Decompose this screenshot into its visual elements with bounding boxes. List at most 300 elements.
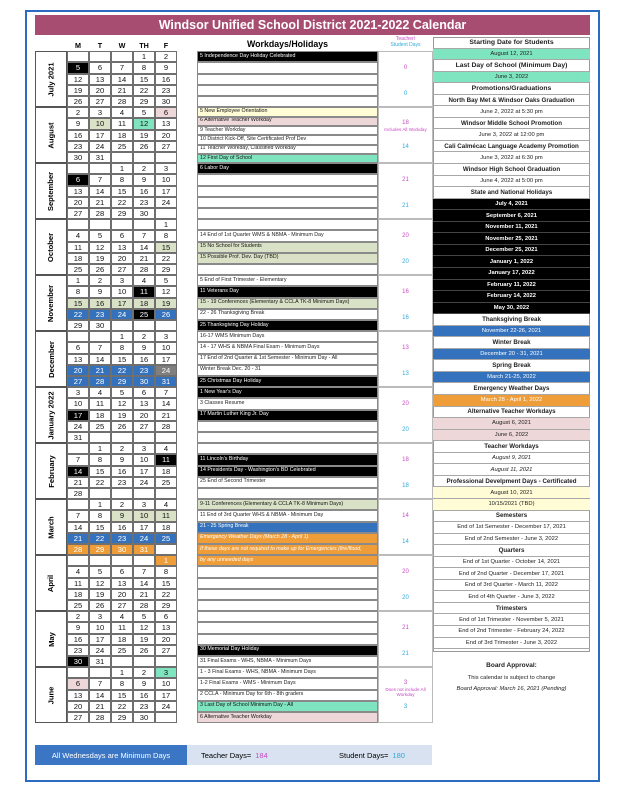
day-cell: 20 [111, 253, 133, 264]
day-cell: 8 [155, 230, 177, 241]
counts-header-teacher: Teacher/ [395, 36, 416, 42]
day-cell: 21 [111, 85, 133, 96]
day-cell [111, 152, 133, 163]
panel-row: August 6, 2021 [433, 418, 590, 430]
month-name: November [46, 284, 56, 322]
day-cell: 9 [133, 678, 155, 689]
day-cell: 11 [133, 286, 155, 297]
event-row [197, 634, 378, 645]
day-cell: 17 [133, 522, 155, 533]
day-cell: 1 [111, 163, 133, 174]
event-row [197, 566, 378, 577]
event-row: 11 Veterans Day [197, 286, 378, 297]
day-cell: 29 [155, 264, 177, 275]
month-name: January 2022 [46, 391, 56, 440]
day-cell: 17 [133, 466, 155, 477]
panel-row: June 3, 2022 at 6:30 pm [433, 153, 590, 165]
event-row: 16-17 WMS Minimum Days [197, 331, 378, 342]
day-cell: 16 [111, 522, 133, 533]
event-row: 2 CCLA - Minimum Day for 6th - 8th graders [197, 690, 378, 701]
day-cell: 27 [155, 141, 177, 152]
day-cell: 27 [89, 96, 111, 107]
day-cell: 31 [89, 656, 111, 667]
teacher-days: 20 [402, 569, 409, 576]
event-row: If these days are not required to make up for Emergencies (fire/flood, [197, 544, 378, 555]
calendar-frame [25, 10, 600, 782]
event-row: 12 First Day of School [197, 154, 378, 163]
day-cell: 23 [155, 85, 177, 96]
day-cell: 6 [67, 342, 89, 353]
day-cell: 20 [111, 589, 133, 600]
day-cell: 7 [133, 230, 155, 241]
day-cell: 24 [133, 533, 155, 544]
day-cell: 1 [89, 443, 111, 454]
panel-row: End of 4th Quarter - June 3, 2022 [433, 591, 590, 603]
day-cell: 14 [133, 242, 155, 253]
day-cell: 22 [133, 85, 155, 96]
day-cell: 25 [67, 264, 89, 275]
month-name: June [46, 686, 56, 705]
panel-row: Windsor High School Graduation [433, 164, 590, 176]
board-approval-line1: This calendar is subject to change [467, 674, 556, 681]
event-row [197, 197, 378, 208]
panel-row: July 4, 2021 [433, 199, 590, 211]
month-label [35, 107, 67, 163]
event-row: Emergency Weather Days (March 28 - April 1) [197, 533, 378, 544]
event-row: 6 Alternative Teacher Workday [197, 117, 378, 126]
day-cell: 18 [111, 634, 133, 645]
panel-row: End of 3rd Quarter - March 11, 2022 [433, 580, 590, 592]
day-cell: 19 [155, 298, 177, 309]
month-name: December [46, 340, 56, 378]
day-cell: 25 [111, 645, 133, 656]
month-label [35, 667, 67, 723]
day-cell: 25 [111, 141, 133, 152]
day-cell: 13 [155, 118, 177, 129]
panel-row: Spring Break [433, 360, 590, 372]
day-cell: 14 [111, 74, 133, 85]
month-label [35, 219, 67, 275]
day-cell: 31 [89, 152, 111, 163]
day-cell: 5 [133, 611, 155, 622]
event-row: 21 - 25 Spring Break [197, 522, 378, 533]
day-cell: 14 [89, 354, 111, 365]
event-row: 5 End of First Trimester - Elementary [197, 275, 378, 286]
day-cell: 29 [155, 600, 177, 611]
event-row: 1 - 3 Final Exams - WHS, NBMA - Minimum Days [197, 667, 378, 678]
teacher-days: 18 [402, 120, 409, 126]
month-label [35, 555, 67, 611]
day-cell: 2 [111, 443, 133, 454]
panel-row: August 12, 2021 [433, 49, 590, 61]
event-row [197, 208, 378, 219]
month-name: March [46, 516, 56, 539]
day-cell: 27 [67, 208, 89, 219]
month-name: April [46, 574, 56, 592]
day-cell: 17 [89, 130, 111, 141]
day-cell: 6 [111, 566, 133, 577]
day-cell: 20 [89, 85, 111, 96]
day-cell: 22 [155, 589, 177, 600]
event-row: 1 New Year's Day [197, 387, 378, 398]
month-name: May [46, 631, 56, 647]
day-cell: 26 [111, 421, 133, 432]
day-cell: 7 [155, 387, 177, 398]
teacher-days-total [187, 745, 307, 765]
day-cell: 10 [155, 342, 177, 353]
day-cell: 19 [111, 410, 133, 421]
day-cell: 30 [133, 208, 155, 219]
day-cell: 2 [89, 275, 111, 286]
day-cell: 10 [89, 622, 111, 633]
day-cell: 2 [67, 107, 89, 118]
day-cell: 4 [133, 275, 155, 286]
day-header: M [75, 41, 81, 50]
day-cell: 2 [133, 331, 155, 342]
day-cell: 20 [155, 634, 177, 645]
day-cell: 18 [89, 410, 111, 421]
month-label [35, 163, 67, 219]
teacher-days: Includes All Workday [384, 127, 427, 133]
day-cell: 10 [155, 174, 177, 185]
event-row: 31 Final Exams - WHS, NBMA - Minimum Days [197, 656, 378, 667]
day-cell: 9 [133, 342, 155, 353]
day-cell: 4 [67, 230, 89, 241]
day-cell: 8 [67, 286, 89, 297]
event-row [197, 74, 378, 85]
day-cell: 27 [67, 712, 89, 723]
day-cell: 13 [133, 398, 155, 409]
panel-row: September 6, 2021 [433, 210, 590, 222]
day-cell: 14 [89, 690, 111, 701]
day-cell: 22 [89, 477, 111, 488]
day-cell: 9 [133, 174, 155, 185]
day-cell: 30 [67, 152, 89, 163]
event-row: 15 - 19 Conferences (Elementary & CCLA TK-8 Minimum Days) [197, 298, 378, 309]
teacher-days: 0 [403, 65, 408, 72]
day-cell: 30 [133, 712, 155, 723]
panel-row: February 11, 2022 [433, 280, 590, 292]
day-cell [133, 219, 155, 230]
month-label [35, 275, 67, 331]
day-cell [133, 555, 155, 566]
panel-row: November 11, 2021 [433, 222, 590, 234]
day-cell [155, 320, 177, 331]
event-row [197, 578, 378, 589]
day-cell: 14 [67, 466, 89, 477]
teacher-days: 18 [402, 457, 409, 464]
day-cell: 23 [111, 533, 133, 544]
day-cell [67, 331, 89, 342]
day-cell: 6 [111, 230, 133, 241]
day-cell [133, 488, 155, 499]
day-cell: 23 [67, 645, 89, 656]
panel-row: November 22-26, 2021 [433, 326, 590, 338]
teacher-days: 21 [402, 625, 409, 632]
panel-row: June 6, 2022 [433, 430, 590, 442]
event-row [197, 432, 378, 443]
student-days: 13 [402, 370, 409, 377]
day-cell: 26 [89, 600, 111, 611]
day-cell: 14 [67, 522, 89, 533]
day-cell: 13 [67, 690, 89, 701]
event-row: 15 Possible Prof. Dev. Day (TBD) [197, 253, 378, 264]
day-cell: 24 [155, 197, 177, 208]
panel-row: June 2, 2022 at 5:30 pm [433, 106, 590, 118]
student-days: 0 [403, 90, 408, 97]
day-cell: 11 [155, 454, 177, 465]
day-cell [133, 656, 155, 667]
day-cell: 29 [111, 712, 133, 723]
day-cell: 3 [155, 331, 177, 342]
day-cell: 11 [67, 242, 89, 253]
day-cell: 5 [155, 275, 177, 286]
day-cell [67, 51, 89, 62]
day-cell [67, 219, 89, 230]
month-label [35, 51, 67, 107]
panel-row: Last Day of School (Minimum Day) [433, 60, 590, 72]
day-cell: 13 [155, 622, 177, 633]
panel-row: June 3, 2022 at 12:00 pm [433, 129, 590, 141]
day-cell: 16 [67, 130, 89, 141]
day-cell: 13 [89, 74, 111, 85]
student-days: 18 [402, 482, 409, 489]
event-row: 3 Last Day of School Minimum Day - All [197, 701, 378, 712]
day-cell: 20 [155, 130, 177, 141]
day-cell: 7 [89, 342, 111, 353]
day-cell: 17 [89, 634, 111, 645]
wednesday-note: All Wednesdays are Minimum Days [35, 745, 187, 765]
panel-row: August 10, 2021 [433, 487, 590, 499]
event-row: 30 Memorial Day Holiday [197, 645, 378, 656]
day-cell: 11 [111, 118, 133, 129]
teacher-days-value: 184 [255, 750, 268, 760]
day-cell [67, 667, 89, 678]
board-approval-heading: Board Approval: [486, 661, 537, 669]
panel-row: May 30, 2022 [433, 303, 590, 315]
student-days-label: Student Days= [339, 750, 389, 760]
student-days: 21 [402, 650, 409, 657]
day-cell [155, 544, 177, 555]
day-cell: 28 [67, 544, 89, 555]
student-days: 14 [402, 143, 409, 150]
day-cell: 23 [67, 141, 89, 152]
day-cell: 24 [89, 141, 111, 152]
teacher-days: 3 [403, 680, 408, 686]
event-row: 25 Christmas Day Holiday [197, 376, 378, 387]
day-cell: 10 [155, 678, 177, 689]
day-cell [155, 152, 177, 163]
event-row: 17 End of 2nd Quarter & 1st Semester - Minimum Day - All [197, 354, 378, 365]
event-row [197, 174, 378, 185]
panel-row: Professional Develpment Days - Certificated [433, 476, 590, 488]
board-approval-line2: Board Approval: March 16, 2021 (Pending) [456, 685, 567, 692]
month-counts [378, 443, 433, 499]
day-cell: 6 [67, 678, 89, 689]
day-cell: 20 [67, 197, 89, 208]
day-cell: 28 [89, 712, 111, 723]
day-cell: 11 [67, 578, 89, 589]
day-cell: 22 [111, 197, 133, 208]
day-cell: 19 [89, 253, 111, 264]
day-cell: 30 [67, 656, 89, 667]
month-counts [378, 331, 433, 387]
month-counts [378, 219, 433, 275]
day-cell: 13 [111, 578, 133, 589]
panel-row: June 3, 2022 [433, 72, 590, 84]
day-cell: 4 [89, 387, 111, 398]
day-cell: 22 [111, 365, 133, 376]
panel-row: March 28 - April 1, 2022 [433, 395, 590, 407]
panel-row: August 9, 2021 [433, 453, 590, 465]
day-cell: 21 [133, 253, 155, 264]
day-cell [111, 656, 133, 667]
day-cell: 12 [89, 578, 111, 589]
event-row: 5 Independence Day Holiday Celebrated [197, 51, 378, 62]
panel-row: Teacher Workdays [433, 441, 590, 453]
day-cell [89, 488, 111, 499]
student-days: 3 [403, 703, 408, 710]
day-cell [155, 656, 177, 667]
day-cell: 8 [155, 566, 177, 577]
day-cell: 10 [133, 510, 155, 521]
day-cell: 1 [89, 499, 111, 510]
panel-row: Quarters [433, 545, 590, 557]
day-cell: 12 [133, 622, 155, 633]
day-cell: 23 [89, 309, 111, 320]
day-cell: 22 [111, 701, 133, 712]
event-row [197, 622, 378, 633]
day-cell: 21 [89, 365, 111, 376]
day-cell: 1 [133, 51, 155, 62]
panel-row: August 11, 2021 [433, 464, 590, 476]
panel-row: Windsor Middle School Promotion [433, 118, 590, 130]
day-cell: 1 [155, 555, 177, 566]
day-cell: 28 [89, 208, 111, 219]
day-cell: 6 [133, 387, 155, 398]
day-cell: 20 [67, 365, 89, 376]
day-cell: 2 [133, 667, 155, 678]
day-cell: 3 [89, 611, 111, 622]
panel-row: Emergency Weather Days [433, 384, 590, 396]
event-row: 9 Teacher Workday [197, 126, 378, 135]
day-cell [111, 320, 133, 331]
day-cell: 21 [133, 589, 155, 600]
day-cell: 25 [133, 309, 155, 320]
day-cell: 27 [111, 600, 133, 611]
day-cell: 30 [133, 376, 155, 387]
event-row: 14 End of 1st Quarter WMS & NBMA - Minimum Day [197, 230, 378, 241]
day-cell: 17 [111, 298, 133, 309]
day-cell: 17 [67, 410, 89, 421]
day-cell: 9 [67, 118, 89, 129]
day-cell: 28 [133, 600, 155, 611]
month-label [35, 443, 67, 499]
day-cell: 15 [67, 298, 89, 309]
month-counts [378, 163, 433, 219]
day-cell: 8 [89, 510, 111, 521]
day-cell: 5 [89, 566, 111, 577]
day-cell: 23 [133, 701, 155, 712]
day-cell: 9 [89, 286, 111, 297]
event-row: 14 Presidents Day - Washington's BD Celebrated [197, 466, 378, 477]
day-cell: 30 [111, 544, 133, 555]
day-cell [89, 163, 111, 174]
day-cell: 8 [111, 342, 133, 353]
day-cell: 18 [133, 298, 155, 309]
day-cell: 1 [155, 219, 177, 230]
day-cell: 15 [111, 186, 133, 197]
panel-row: Thanksgiving Break [433, 314, 590, 326]
day-cell [67, 499, 89, 510]
day-header: W [118, 41, 126, 50]
day-cell: 11 [111, 622, 133, 633]
month-name: October [46, 232, 56, 262]
day-cell: 23 [133, 197, 155, 208]
panel-row: Cali Calmécac Language Academy Promotion [433, 141, 590, 153]
day-cell: 7 [89, 174, 111, 185]
month-label [35, 387, 67, 443]
month-counts [378, 51, 433, 107]
day-cell: 27 [111, 264, 133, 275]
day-cell: 8 [111, 678, 133, 689]
panel-row: End of 3rd Trimester - June 3, 2022 [433, 638, 590, 650]
event-row: 11 Lincoln's Birthday [197, 454, 378, 465]
event-row [197, 589, 378, 600]
day-cell: 26 [133, 141, 155, 152]
student-days: 14 [402, 538, 409, 545]
day-cell: 9 [155, 62, 177, 73]
teacher-days: 21 [402, 177, 409, 184]
event-row [197, 600, 378, 611]
day-cell: 15 [89, 466, 111, 477]
day-cell: 6 [89, 62, 111, 73]
day-cell: 2 [155, 51, 177, 62]
panel-row: State and National Holidays [433, 187, 590, 199]
day-cell [155, 208, 177, 219]
day-cell: 15 [111, 690, 133, 701]
panel-row: End of 1st Trimester - November 5, 2021 [433, 615, 590, 627]
day-cell: 25 [67, 600, 89, 611]
day-cell: 14 [133, 578, 155, 589]
day-cell: 31 [155, 376, 177, 387]
day-cell: 30 [155, 96, 177, 107]
day-cell [155, 712, 177, 723]
day-cell: 22 [89, 533, 111, 544]
day-cell [89, 667, 111, 678]
day-cell: 21 [89, 197, 111, 208]
day-cell: 5 [67, 62, 89, 73]
event-row: 1-2 Final Exams - WMS - Minimum Days [197, 678, 378, 689]
day-cell: 1 [111, 667, 133, 678]
day-cell: 22 [155, 253, 177, 264]
day-cell: 12 [111, 398, 133, 409]
event-row [197, 85, 378, 96]
panel-row: Winter Break [433, 337, 590, 349]
day-cell: 15 [155, 578, 177, 589]
event-row: 6 Labor Day [197, 163, 378, 174]
day-cell: 19 [67, 85, 89, 96]
month-counts [378, 387, 433, 443]
day-cell: 16 [133, 354, 155, 365]
event-row: 17 Martin Luther King Jr. Day [197, 410, 378, 421]
day-cell: 13 [67, 186, 89, 197]
day-cell: 15 [133, 74, 155, 85]
day-cell: 23 [133, 365, 155, 376]
day-cell: 18 [155, 522, 177, 533]
day-cell: 7 [67, 454, 89, 465]
month-name: July 2021 [46, 62, 56, 97]
